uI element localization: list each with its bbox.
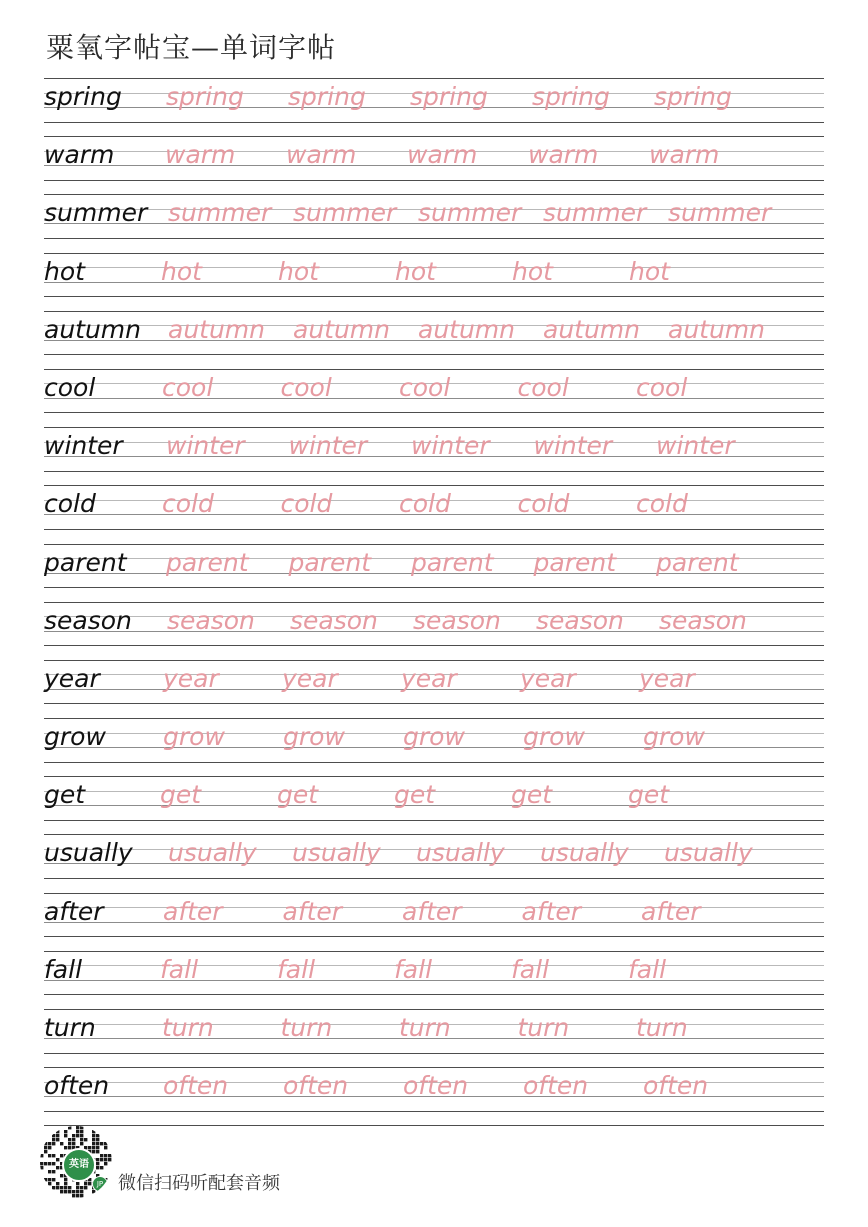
qr-module: [108, 1154, 111, 1157]
ruled-line: [44, 1053, 824, 1054]
model-word: often: [44, 1071, 110, 1101]
trace-word: autumn: [168, 314, 266, 344]
qr-module: [44, 1178, 47, 1181]
model-word: spring: [44, 82, 122, 111]
trace-word: parent: [411, 547, 494, 577]
trace-word: cold: [517, 489, 570, 519]
trace-word: season: [659, 605, 747, 635]
trace-word: often: [403, 1071, 469, 1101]
qr-module: [68, 1186, 71, 1189]
trace-word: hot: [161, 256, 202, 286]
qr-module: [84, 1182, 87, 1185]
trace-word: winter: [656, 431, 735, 461]
trace-word: usually: [416, 838, 505, 868]
qr-mini-badge: JP: [92, 1176, 108, 1192]
qr-module: [80, 1194, 83, 1197]
qr-module: [56, 1134, 59, 1137]
qr-module: [92, 1130, 95, 1133]
ruled-line: [44, 427, 824, 428]
qr-module: [80, 1186, 83, 1189]
ruled-line: [44, 485, 824, 486]
ruled-line: [44, 544, 824, 545]
qr-module: [48, 1182, 51, 1185]
trace-word: parent: [533, 547, 616, 577]
qr-module: [72, 1142, 75, 1145]
model-word: after: [44, 896, 104, 926]
trace-word: year: [401, 663, 457, 693]
qr-module: [52, 1154, 55, 1157]
trace-word: warm: [286, 140, 357, 170]
trace-word: grow: [163, 722, 225, 752]
practice-row: [44, 602, 824, 660]
trace-word: turn: [636, 1013, 688, 1042]
qr-module: [96, 1162, 99, 1165]
qr-module: [48, 1170, 51, 1173]
practice-row: [44, 78, 824, 136]
qr-module: [44, 1162, 47, 1165]
footer: [40, 1126, 440, 1206]
qr-module: [104, 1162, 107, 1165]
qr-module: [96, 1142, 99, 1145]
qr-module: [84, 1186, 87, 1189]
trace-word: grow: [643, 722, 705, 752]
trace-word: fall: [511, 954, 550, 984]
trace-word: usually: [664, 838, 753, 868]
ruled-line: [44, 369, 824, 370]
trace-word: get: [160, 780, 202, 810]
qr-module: [40, 1166, 43, 1169]
ruled-line: [44, 602, 824, 603]
practice-row: [44, 660, 824, 718]
trace-word: cool: [517, 372, 569, 402]
model-word: season: [44, 605, 132, 635]
trace-word: warm: [649, 140, 720, 170]
qr-module: [44, 1150, 47, 1153]
qr-module: [92, 1142, 95, 1145]
qr-module: [48, 1146, 51, 1149]
qr-module: [68, 1138, 71, 1141]
model-word: cold: [44, 489, 96, 519]
trace-word: autumn: [543, 314, 641, 344]
trace-word: after: [282, 896, 343, 926]
qr-module: [56, 1138, 59, 1141]
qr-module: [48, 1178, 51, 1181]
model-word: cool: [44, 372, 96, 402]
trace-word: autumn: [293, 314, 391, 344]
practice-row: [44, 194, 824, 252]
qr-module: [76, 1126, 79, 1129]
ruled-line: [44, 180, 824, 181]
qr-module: [104, 1146, 107, 1149]
trace-word: parent: [288, 547, 371, 577]
trace-word: year: [282, 663, 338, 693]
qr-module: [40, 1154, 43, 1157]
trace-word: get: [511, 780, 553, 810]
qr-module: [60, 1190, 63, 1193]
trace-word: warm: [407, 140, 478, 170]
model-word: usually: [44, 838, 133, 868]
trace-word: often: [283, 1071, 349, 1101]
model-word: autumn: [44, 314, 142, 344]
trace-word: year: [639, 663, 695, 693]
qr-module: [52, 1170, 55, 1173]
trace-word: fall: [628, 954, 667, 984]
trace-word: summer: [168, 198, 272, 228]
ruled-line: [44, 820, 824, 821]
ruled-line: [44, 936, 824, 937]
qr-module: [52, 1186, 55, 1189]
ruled-line: [44, 1111, 824, 1112]
qr-module: [44, 1146, 47, 1149]
trace-word: spring: [288, 82, 366, 111]
practice-row: [44, 834, 824, 892]
qr-module: [76, 1186, 79, 1189]
ruled-line: [44, 253, 824, 254]
trace-word: after: [521, 896, 582, 926]
trace-word: winter: [533, 431, 613, 461]
practice-row: [44, 136, 824, 194]
qr-module: [72, 1134, 75, 1137]
page-title: 粟氧字帖宝—单词字帖: [46, 31, 337, 64]
ruled-line: [44, 311, 824, 312]
qr-module: [64, 1182, 67, 1185]
qr-module: [68, 1126, 71, 1129]
qr-module: [64, 1178, 67, 1181]
qr-module: [60, 1186, 63, 1189]
qr-module: [76, 1190, 79, 1193]
model-word: parent: [44, 547, 127, 577]
trace-word: hot: [629, 256, 670, 286]
trace-word: warm: [165, 140, 236, 170]
practice-row: [44, 544, 824, 602]
trace-word: parent: [166, 547, 249, 577]
qr-module: [104, 1154, 107, 1157]
trace-word: winter: [166, 431, 245, 461]
qr-module: [56, 1130, 59, 1133]
trace-word: turn: [517, 1013, 570, 1042]
qr-module: [80, 1134, 83, 1137]
trace-word: warm: [528, 140, 599, 170]
trace-word: often: [523, 1071, 589, 1101]
ruled-line: [44, 776, 824, 777]
trace-word: get: [394, 780, 436, 810]
ruled-line: [44, 296, 824, 297]
qr-module: [88, 1146, 91, 1149]
ruled-line: [44, 834, 824, 835]
qr-module: [52, 1134, 55, 1137]
ruled-line: [44, 878, 824, 879]
trace-word: usually: [168, 838, 257, 868]
model-word: fall: [44, 954, 83, 984]
trace-word: often: [163, 1071, 229, 1101]
qr-module: [52, 1162, 55, 1165]
trace-word: winter: [288, 431, 368, 461]
ruled-line: [44, 238, 824, 239]
trace-word: get: [628, 780, 670, 810]
ruled-line: [44, 645, 824, 646]
qr-module: [72, 1194, 75, 1197]
trace-word: cold: [162, 489, 214, 519]
qr-module: [108, 1158, 111, 1161]
qr-module: [76, 1194, 79, 1197]
qr-module: [56, 1158, 59, 1161]
qr-module: [48, 1154, 51, 1157]
ruled-line: [44, 412, 824, 413]
qr-module: [76, 1134, 79, 1137]
trace-word: cool: [636, 372, 688, 402]
trace-word: season: [413, 605, 501, 635]
qr-code-icon[interactable]: [40, 1126, 112, 1198]
trace-word: fall: [277, 954, 316, 984]
qr-module: [68, 1142, 71, 1145]
trace-word: cold: [280, 489, 333, 519]
qr-module: [100, 1158, 103, 1161]
qr-module: [64, 1130, 67, 1133]
trace-word: year: [520, 663, 576, 693]
trace-word: fall: [160, 954, 199, 984]
model-word: grow: [44, 722, 106, 752]
practice-row: [44, 893, 824, 951]
trace-word: after: [163, 896, 223, 926]
trace-word: spring: [410, 82, 488, 111]
qr-module: [96, 1166, 99, 1169]
trace-word: get: [277, 780, 319, 810]
qr-module: [60, 1142, 63, 1145]
qr-module: [72, 1190, 75, 1193]
qr-module: [92, 1134, 95, 1137]
qr-module: [56, 1166, 59, 1169]
ruled-line: [44, 78, 824, 79]
qr-module: [52, 1178, 55, 1181]
model-word: get: [44, 780, 86, 810]
trace-word: hot: [278, 256, 319, 286]
trace-word: summer: [668, 198, 772, 228]
ruled-line: [44, 122, 824, 123]
model-word: summer: [44, 198, 148, 228]
qr-module: [96, 1138, 99, 1141]
qr-module: [100, 1154, 103, 1157]
trace-word: cool: [399, 372, 451, 402]
practice-row: [44, 369, 824, 427]
qr-module: [80, 1138, 83, 1141]
trace-word: cold: [399, 489, 451, 519]
trace-word: cool: [162, 372, 214, 402]
trace-word: turn: [399, 1013, 451, 1042]
trace-word: usually: [292, 838, 381, 868]
trace-word: after: [641, 896, 701, 926]
ruled-line: [44, 660, 824, 661]
trace-word: year: [163, 663, 219, 693]
practice-row: [44, 718, 824, 776]
trace-word: grow: [403, 722, 465, 752]
model-word: hot: [44, 256, 85, 286]
trace-word: season: [167, 605, 255, 635]
qr-module: [56, 1182, 59, 1185]
model-word: year: [44, 663, 100, 693]
qr-module: [96, 1134, 99, 1137]
trace-word: usually: [540, 838, 629, 868]
scan-instruction: 微信扫码听配套音频: [118, 1173, 280, 1194]
trace-word: autumn: [418, 314, 516, 344]
ruled-line: [44, 951, 824, 952]
qr-module: [44, 1142, 47, 1145]
trace-word: summer: [543, 198, 647, 228]
qr-module: [100, 1142, 103, 1145]
qr-module: [100, 1166, 103, 1169]
trace-word: turn: [162, 1013, 214, 1042]
trace-word: often: [643, 1071, 709, 1101]
model-word: warm: [44, 140, 115, 170]
qr-module: [64, 1134, 67, 1137]
qr-module: [92, 1138, 95, 1141]
qr-module: [88, 1182, 91, 1185]
practice-row: [44, 485, 824, 543]
ruled-line: [44, 893, 824, 894]
qr-module: [64, 1186, 67, 1189]
qr-module: [56, 1186, 59, 1189]
trace-word: grow: [523, 722, 585, 752]
ruled-line: [44, 994, 824, 995]
ruled-line: [44, 136, 824, 137]
qr-module: [84, 1138, 87, 1141]
ruled-line: [44, 529, 824, 530]
trace-word: spring: [532, 82, 610, 111]
qr-module: [80, 1142, 83, 1145]
ruled-line: [44, 1009, 824, 1010]
ruled-line: [44, 587, 824, 588]
qr-module: [96, 1150, 99, 1153]
trace-word: spring: [166, 82, 244, 111]
trace-word: grow: [283, 722, 345, 752]
ruled-line: [44, 354, 824, 355]
qr-module: [92, 1146, 95, 1149]
trace-word: hot: [512, 256, 553, 286]
qr-badge: 英语: [62, 1148, 96, 1182]
trace-word: season: [290, 605, 378, 635]
qr-module: [76, 1182, 79, 1185]
qr-module: [96, 1146, 99, 1149]
model-word: winter: [44, 431, 123, 461]
ruled-line: [44, 703, 824, 704]
practice-row: [44, 1067, 824, 1125]
qr-module: [80, 1126, 83, 1129]
practice-row: [44, 951, 824, 1009]
practice-row: [44, 776, 824, 834]
qr-module: [80, 1130, 83, 1133]
trace-word: cool: [280, 372, 332, 402]
qr-module: [68, 1190, 71, 1193]
ruled-line: [44, 718, 824, 719]
trace-word: hot: [395, 256, 436, 286]
trace-word: autumn: [668, 314, 766, 344]
trace-word: summer: [418, 198, 522, 228]
qr-module: [40, 1162, 43, 1165]
trace-word: cold: [636, 489, 688, 519]
qr-module: [48, 1142, 51, 1145]
ruled-line: [44, 194, 824, 195]
trace-word: season: [536, 605, 624, 635]
qr-module: [80, 1190, 83, 1193]
qr-module: [60, 1174, 63, 1177]
practice-row: [44, 1009, 824, 1067]
practice-row: [44, 311, 824, 369]
ruled-line: [44, 1067, 824, 1068]
ruled-line: [44, 762, 824, 763]
trace-word: after: [402, 896, 462, 926]
qr-module: [64, 1146, 67, 1149]
qr-module: [76, 1130, 79, 1133]
trace-word: turn: [280, 1013, 333, 1042]
practice-row: [44, 253, 824, 311]
trace-word: parent: [656, 547, 739, 577]
ruled-line: [44, 471, 824, 472]
qr-module: [72, 1138, 75, 1141]
qr-module: [96, 1158, 99, 1161]
qr-module: [48, 1162, 51, 1165]
model-word: turn: [44, 1013, 96, 1042]
qr-module: [64, 1190, 67, 1193]
trace-word: spring: [654, 82, 732, 111]
qr-module: [52, 1138, 55, 1141]
trace-word: summer: [293, 198, 397, 228]
qr-module: [92, 1150, 95, 1153]
practice-row: [44, 427, 824, 485]
qr-module: [104, 1142, 107, 1145]
qr-module: [104, 1158, 107, 1161]
practice-sheet: [44, 78, 824, 1126]
trace-word: winter: [411, 431, 490, 461]
trace-word: fall: [394, 954, 433, 984]
qr-module: [52, 1142, 55, 1145]
